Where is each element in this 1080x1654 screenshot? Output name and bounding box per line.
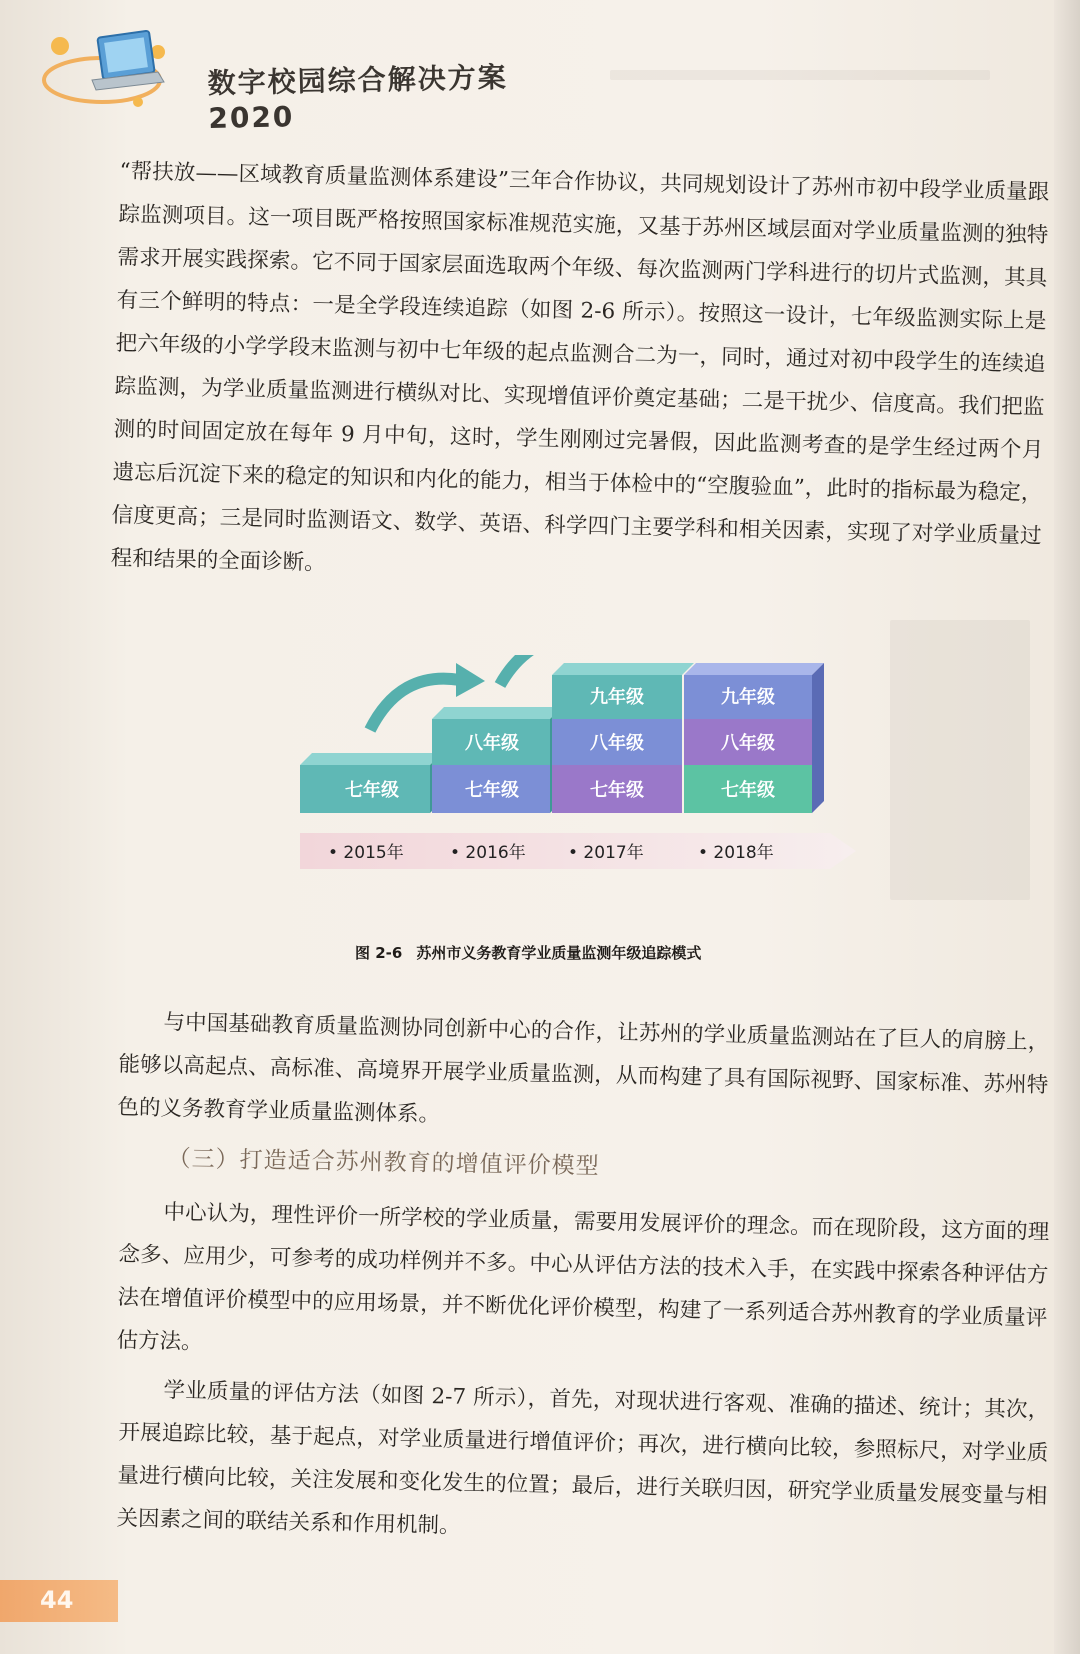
section-heading: （三）打造适合苏州教育的增值评价模型: [167, 1145, 600, 1180]
year-label-2016: • 2016年: [450, 843, 526, 863]
grade-label: 八年级: [721, 733, 775, 754]
year-timeline: [300, 833, 856, 869]
paragraph-2-text: 与中国基础教育质量监测协同创新中心的合作，让苏州的学业质量监测站在了巨人的肩膀上，能够以高起点、高标准、高境界开展学业质量监测，从而构建了具有国际视野、国家标准、苏州特色的义务教育学业质量监测体系。: [117, 1009, 1050, 1128]
page-header: [40, 22, 600, 135]
grade-label: 九年级: [590, 687, 644, 708]
paragraph-4-text: 学业质量的评估方法（如图 2-7 所示），首先，对现状进行客观、准确的描述、统计；其次，开展追踪比较，基于起点，对学业质量进行增值评价；再次，进行横向比较，参照标尺，对学业质量进行横向比较，关注发展和变化发生的位置；最后，进行关联归因，研究学业质量发展变量与相关因素之间的联结关系和作用机制。: [116, 1377, 1050, 1539]
paragraph-3: [116, 1190, 1050, 1383]
year-label-2017: • 2017年: [568, 843, 644, 863]
paragraph-1: [110, 150, 1050, 601]
grade-label: 九年级: [721, 687, 775, 708]
column-2018: [684, 663, 824, 813]
grade-label: 八年级: [590, 733, 644, 754]
grade-tracking-diagram: [300, 655, 860, 945]
column-2015: [300, 753, 442, 813]
bleed-through-mark: [610, 70, 990, 80]
paragraph-2: [117, 1000, 1050, 1150]
paragraph-3-text: 中心认为，理性评价一所学校的学业质量，需要用发展评价的理念。而在现阶段，这方面的理念多、应用少，可参考的成功样例并不多。中心从评估方法的技术入手，在实践中探索各种评估方法在增值评价模型中的应用场景，并不断优化评价模型，构建了一系列适合苏州教育的学业质量评估方法。: [116, 1199, 1050, 1355]
figure-caption: [355, 942, 715, 963]
grade-label: 七年级: [590, 780, 644, 801]
column-2016: [432, 707, 562, 813]
year-label-2018: • 2018年: [698, 843, 774, 863]
figure-2-6: [300, 655, 860, 945]
grade-label: 七年级: [721, 780, 775, 801]
paragraph-1-text: “帮扶放——区域教育质量监测体系建设”三年合作协议，共同规划设计了苏州市初中段学业质量跟踪监测项目。这一项目既严格按照国家标准规范实施，又基于苏州区域层面对学业质量监测的独特需求开展实践探索。它不同于国家层面选取两个年级、每次监测两门学科进行的切片式监测，其具有三个鲜明的特点：一是全学段连续追踪（如图 2-6 所示）。按照这一设计，七年级监测实际上是把六年级的小学学段末监测与初中七年级的起点监测合二为一，同时，通过对初中段学生的连续追踪监测，为学业质量监测进行横纵对比、实现增值评价奠定基础；二是干扰少、信度高。我们把监测的时间固定放在每年 9 月中旬，这时，学生刚刚过完暑假，因此监测考查的是学生经过两个月遗忘后沉淀下来的稳定的知识和内化的能力，相当于体检中的“空腹验血”，此时的指标最为稳定，信度更高；三是同时监测语文、数学、英语、科学四门主要学科和相关因素，实现了对学业质量过程和结果的全面诊断。: [110, 158, 1050, 576]
figure-number: 图 2-6: [355, 944, 403, 962]
bleed-through-mark: [890, 620, 1030, 900]
paragraph-4: [116, 1368, 1050, 1561]
running-header-title: 数字校园综合解决方案 2020: [207, 60, 508, 135]
grade-label: 八年级: [465, 733, 519, 754]
page-number: 44: [40, 1586, 74, 1614]
grade-label: 七年级: [465, 780, 519, 801]
grade-label: 七年级: [345, 780, 399, 801]
laptop-logo-icon: [40, 22, 190, 112]
figure-title: 苏州市义务教育学业质量监测年级追踪模式: [416, 944, 702, 962]
column-2017: [552, 663, 694, 813]
year-label-2015: • 2015年: [328, 843, 404, 863]
progress-arrow-1-head: [456, 663, 485, 697]
page-edge: [1054, 0, 1080, 1654]
